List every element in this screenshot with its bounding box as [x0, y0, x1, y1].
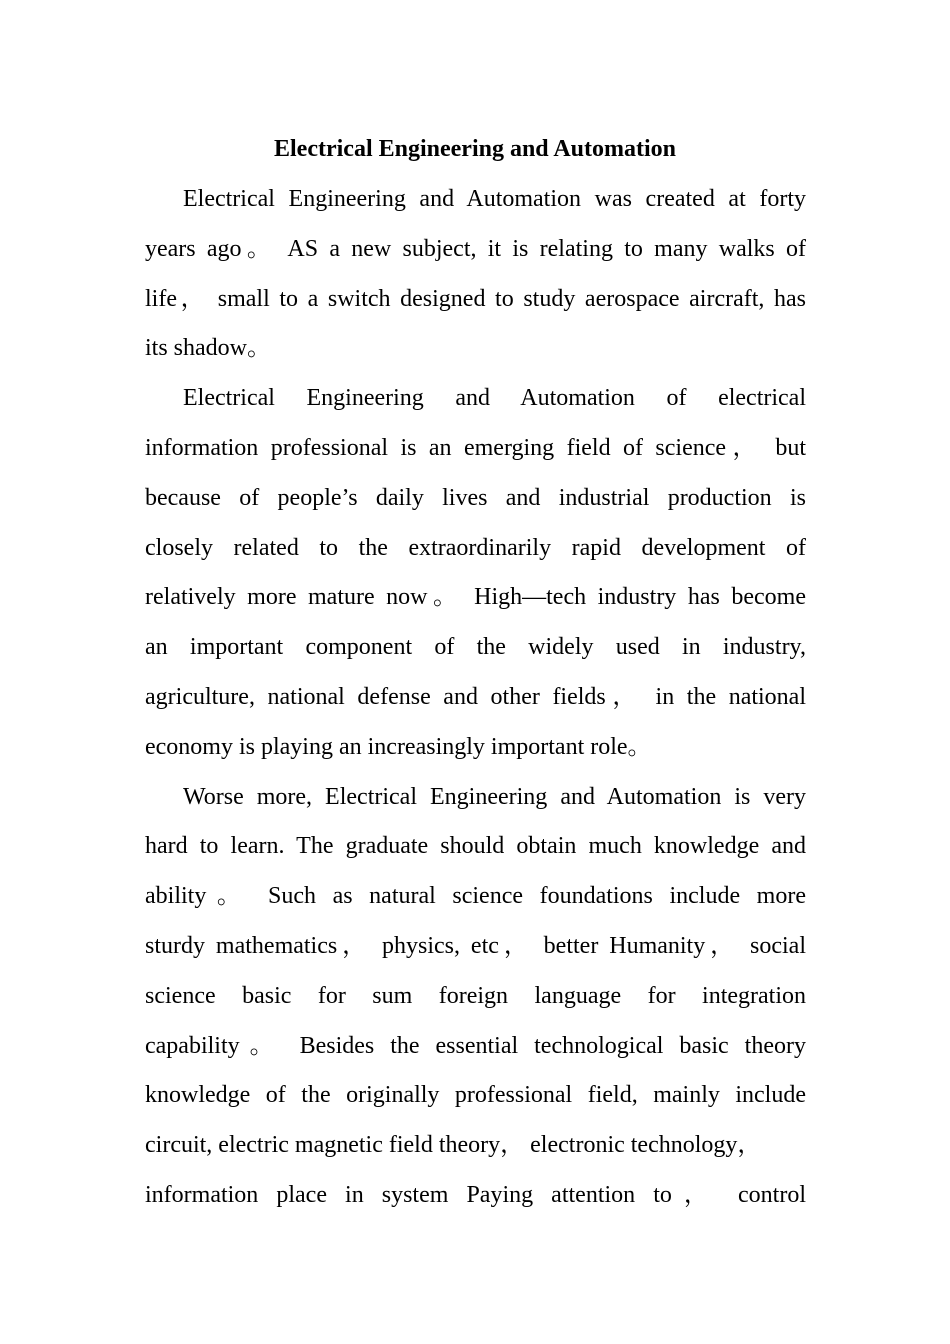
paragraph-3-line-3: ability。 Such as natural science foundations include more — [145, 883, 806, 909]
document-title: Electrical Engineering and Automation — [274, 136, 676, 162]
paragraph-2-line-3: because of people’s daily lives and industrial production is — [145, 485, 806, 511]
paragraph-2-line-6: an important component of the widely used in industry, — [145, 634, 806, 660]
paragraph-3-line-6: capability。 Besides the essential technological basic theory — [145, 1033, 806, 1059]
paragraph-3-line-4: sturdy mathematics， physics, etc， better Humanity， social — [145, 933, 806, 959]
paragraph-3-line-8: circuit, electric magnetic field theory， electronic technology， — [145, 1132, 762, 1158]
paragraph-3-line-5: science basic for sum foreign language for integration — [145, 983, 806, 1009]
paragraph-1-line-1: Electrical Engineering and Automation was created at forty — [183, 186, 806, 212]
paragraph-3-line-2: hard to learn. The graduate should obtain much knowledge and — [145, 833, 806, 859]
paragraph-2-line-1: Electrical Engineering and Automation of electrical — [183, 385, 806, 411]
paragraph-2-line-7: agriculture, national defense and other fields， in the national — [145, 684, 806, 710]
paragraph-1-line-2: years ago。 AS a new subject, it is relating to many walks of — [145, 236, 806, 262]
paragraph-2-line-8: economy is playing an increasingly important role。 — [145, 734, 652, 760]
paragraph-2-line-5: relatively more mature now。 High—tech industry has become — [145, 584, 806, 610]
paragraph-2-line-2: information professional is an emerging field of science， but — [145, 435, 806, 461]
paragraph-3-line-1: Worse more, Electrical Engineering and Automation is very — [183, 784, 806, 810]
paragraph-3-line-9: information place in system Paying attention to， control — [145, 1182, 806, 1208]
paragraph-2-line-4: closely related to the extraordinarily rapid development of — [145, 535, 806, 561]
paragraph-1-line-4: its shadow。 — [145, 335, 271, 361]
paragraph-1-line-3: life， small to a switch designed to study aerospace aircraft, has — [145, 286, 806, 312]
paragraph-3-line-7: knowledge of the originally professional field, mainly include — [145, 1082, 806, 1108]
